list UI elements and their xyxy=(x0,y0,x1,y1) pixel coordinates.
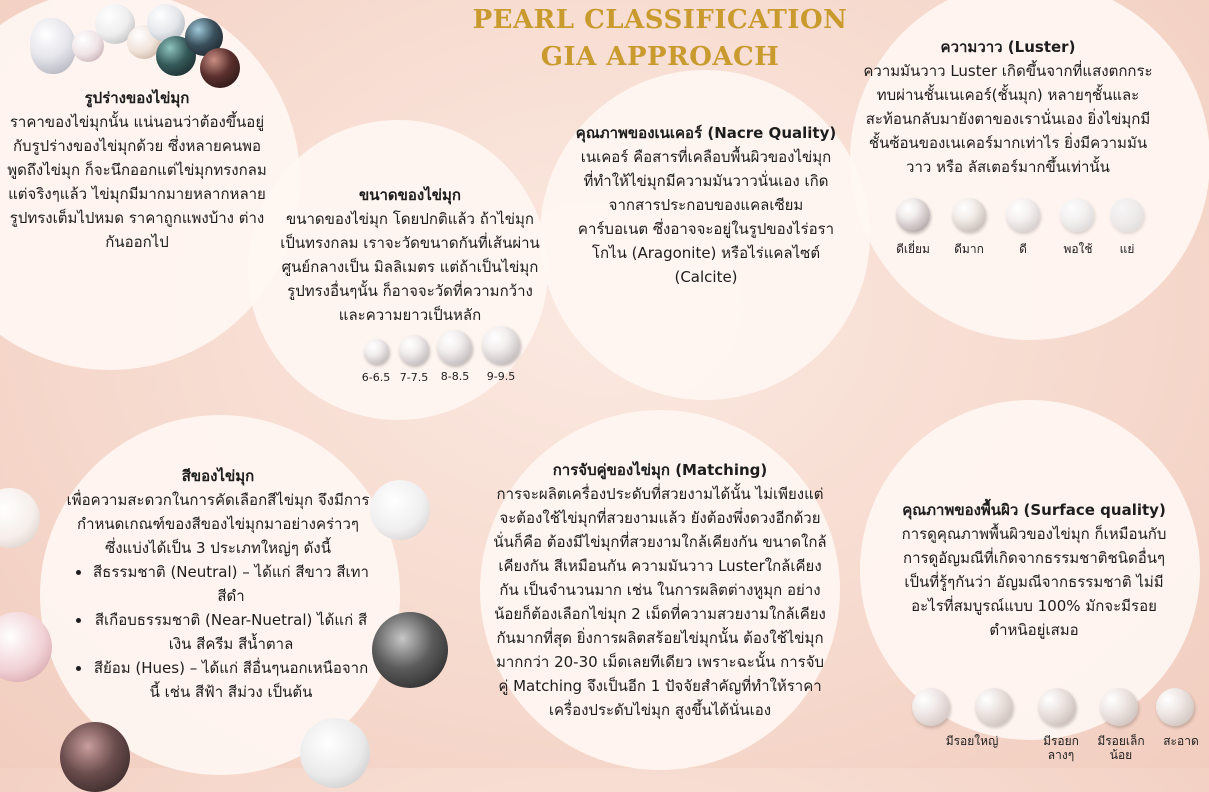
size-label: 9-9.5 xyxy=(486,370,516,383)
pearl-size-9mm-icon xyxy=(482,326,520,364)
luster-poor-pearl-icon xyxy=(1110,198,1144,232)
nacre-section xyxy=(574,121,838,289)
page-title xyxy=(380,2,940,76)
color-list-item: • สีย้อม (Hues) – ได้แก่ สีอื่นๆนอกเหนือจากนี้ เช่น สีฟ้า สีม่วง เป็นต้น xyxy=(92,656,370,704)
surface-heading: คุณภาพของพื้นผิว (Surface quality) xyxy=(902,501,1166,519)
nacre-body: เนเคอร์ คือสารที่เคลือบพื้นผิวของไข่มุก ที่ทำให้ไข่มุกมีความมันวาวนั่นเอง เกิดจากสารประกอบของแคลเซียมคาร์บอเนต ซึ่งอาจจะอยู่ในรูปของไร่อราโกไน (Aragonite) หรือไร่แคลไซต์ (Calcite) xyxy=(577,148,835,286)
pearl-size-6mm-icon xyxy=(364,339,389,364)
surface-label: มีรอยใหญ่ xyxy=(945,734,999,748)
title-line-2: GIA APPROACH xyxy=(540,42,780,72)
size-label: 6-6.5 xyxy=(361,371,391,384)
matching-section xyxy=(492,458,828,722)
matching-body: การจะผลิตเครื่องประดับที่สวยงามได้นั้น ไม่เพียงแต่จะต้องใช้ไข่มุกที่สวยงามแล้ว ยังต้องพึ่งดวงอีกด้วย นั่นก็คือ ต้องมีไข่มุกที่สวยงามใกล้เคียงกัน ขนาดใกล้เคียงกัน สีเหมือนกัน ความมันวาว Lusterใกล้เคียงกัน เป็นจำนวนมาก เช่น ในการผลิตต่างหูมุก อย่างน้อยก็ต้องเลือกไข่มุก 2 เม็ดที่ความสวยงามใกล้เคียงกันมากที่สุด ยิ่งการผลิตสร้อยไข่มุกนั้น ต้องใช้ไข่มุกมากกว่า 20-30 เม็ดเลยทีเดียว เพราะฉะนั้น การจับคู่ Matching จึงเป็นอีก 1 ปัจจัยสำคัญที่ทำให้ราคาเครื่องประดับไข่มุก สูงขึ้นได้นั่นเอง xyxy=(493,485,827,719)
luster-label: ดีเยี่ยม xyxy=(896,242,930,256)
pearl-size-8mm-icon xyxy=(437,330,472,365)
pearl-image xyxy=(300,718,370,788)
size-body: ขนาดของไข่มุก โดยปกติแล้ว ถ้าไข่มุกเป็นทรงกลม เราจะวัดขนาดกันที่เส้นผ่านศูนย์กลางเป็น มิลลิเมตร แต่ถ้าเป็นไข่มุกรูปทรงอื่นๆนั้น ก็อาจจะวัดที่ความกว้าง และความยาวเป็นหลัก xyxy=(280,210,540,324)
surface-clean-pearl-icon xyxy=(1156,688,1194,726)
surface-moderate-blemish-pearl-icon xyxy=(975,688,1013,726)
surface-slight-blemish-pearl-icon xyxy=(1100,688,1138,726)
pearl-image xyxy=(0,488,40,548)
color-list-item: • สีเกือบธรรมชาติ (Near-Nuetral) ได้แก่ สีเงิน สีครีม สีน้ำตาล xyxy=(92,608,370,656)
luster-heading: ความวาว (Luster) xyxy=(940,38,1076,56)
surface-label: มีรอยเล็กน้อย xyxy=(1097,734,1145,762)
pearl-image xyxy=(370,480,430,540)
size-label: 7-7.5 xyxy=(399,371,429,384)
size-label: 8-8.5 xyxy=(440,370,470,383)
tahitian-pearl-image xyxy=(200,48,240,88)
luster-fair-pearl-icon xyxy=(1060,198,1094,232)
luster-label: แย่ xyxy=(1119,242,1135,256)
shape-body: ราคาของไข่มุกนั้น แน่นอนว่าต้องขึ้นอยู่กับรูปร่างของไข่มุกด้วย ซึ่งหลายคนพอพูดถึงไข่มุก ก็จะนึกออกแต่ไข่มุกทรงกลม แต่จริงๆแล้ว ไข่มุกมีมากมายหลากหลายรูปทรงเต็มไปหมด ราคาถูกแพงบ้าง ต่างกันออกไป xyxy=(7,113,267,251)
baroque-pearl-image xyxy=(30,18,76,74)
color-section xyxy=(66,464,370,704)
title-line-1: PEARL CLASSIFICATION xyxy=(472,5,848,35)
shape-section xyxy=(6,86,268,254)
luster-good-pearl-icon xyxy=(1006,198,1040,232)
surface-moderate-blemish-pearl-icon xyxy=(1038,688,1076,726)
color-list-item: • สีธรรมชาติ (Neutral) – ได้แก่ สีขาว สีเทา สีดำ xyxy=(92,560,370,608)
dark-pearl-image xyxy=(372,612,448,688)
shape-heading: รูปร่างของไข่มุก xyxy=(84,89,190,107)
dark-pearl-image xyxy=(60,722,130,792)
color-list xyxy=(66,560,370,704)
luster-body: ความมันวาว Luster เกิดขึ้นจากที่แสงตกกระทบผ่านชั้นเนเคอร์(ชั้นมุก) หลายๆชั้นและสะท้อนกลับมายังตาของเรานั่นเอง ยิ่งไข่มุกมีชั้นซ้อนของเนเคอร์มากเท่าไร ยิ่งมีความมันวาว หรือ ลัสเตอร์มากขึ้นเท่านั้น xyxy=(863,62,1153,176)
color-intro: เพื่อความสะดวกในการคัดเลือกสีไข่มุก จึงมีการกำหนดเกณฑ์ของสีของไข่มุกมาอย่างคร่าวๆ ซึ่งแบ่งได้เป็น 3 ประเภทใหญ่ๆ ดังนี้ xyxy=(66,491,370,557)
luster-label: ดีมาก xyxy=(954,242,984,256)
luster-label: ดี xyxy=(1019,242,1027,256)
nacre-heading: คุณภาพของเนเคอร์ (Nacre Quality) xyxy=(575,124,837,142)
luster-very-good-pearl-icon xyxy=(952,198,986,232)
luster-section xyxy=(860,35,1156,179)
surface-label: มีรอยกลางๆ xyxy=(1043,734,1079,762)
luster-excellent-pearl-icon xyxy=(896,198,930,232)
surface-label: สะอาด xyxy=(1163,734,1199,748)
luster-label: พอใช้ xyxy=(1063,242,1093,256)
surface-body: การดูคุณภาพพื้นผิวของไข่มุก ก็เหมือนกับการดูอัญมณีที่เกิดจากธรรมชาติชนิดอื่นๆ เป็นที่รู้ๆกันว่า อัญมณีจากธรรมชาติ ไม่มีอะไรที่สมบูรณ์แบบ 100% มักจะมีรอยตำหนิอยู่เสมอ xyxy=(901,525,1167,639)
size-section xyxy=(280,183,540,327)
surface-heavy-blemish-pearl-icon xyxy=(912,688,950,726)
color-heading: สีของไข่มุก xyxy=(181,467,255,485)
surface-section xyxy=(894,498,1174,642)
size-heading: ขนาดของไข่มุก xyxy=(358,186,462,204)
pearl-size-7mm-icon xyxy=(399,335,429,365)
matching-heading: การจับคู่ของไข่มุก (Matching) xyxy=(552,461,768,479)
